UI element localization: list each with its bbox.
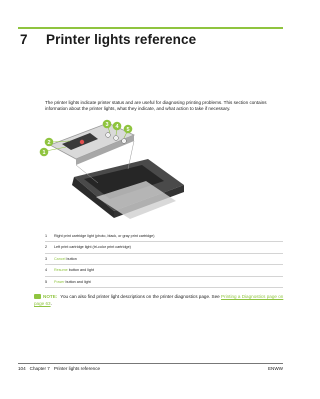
callout-1 [40,148,49,157]
callout-4 [113,122,122,131]
svg-text:3: 3 [105,122,109,128]
note-box: NOTE: You can also find printer light descriptions on the printer diagnostics page. See Printing a Diagnostics page on page 63. [34,294,284,306]
legend-number: 3 [45,253,54,265]
legend-row [45,276,283,288]
legend-text: Left print cartridge light (tri-color print cartridge) [54,242,283,254]
power-label: Power [54,279,65,284]
note-label: NOTE: [43,294,58,299]
intro-paragraph: The printer lights indicate printer status and are useful for diagnosing printing problems. This section contains information about the printer lights, what they indicate, and what action to take if necessary. [45,100,267,112]
legend-number: 2 [45,242,54,254]
legend-text: Power button and light [54,276,283,288]
chapter-title: Printer lights reference [46,32,197,47]
chapter-heading [20,32,196,47]
svg-text:5: 5 [126,127,130,133]
footer-left [18,366,104,371]
legend-text: Right print cartridge light (photo, black, or gray print cartridge) [54,230,283,242]
note-text: You can also find printer light descriptions on the printer diagnostics page. See [60,294,222,299]
printer-lights-illustration [36,115,186,220]
footer-rule [18,363,283,364]
callout-5 [124,125,133,134]
legend-row [45,253,283,265]
svg-text:2: 2 [47,140,51,146]
footer-chapter: Chapter 7 [29,366,50,371]
legend-text: Cancel button [54,253,283,265]
chapter-number: 7 [20,32,28,47]
legend-number: 1 [45,230,54,242]
callout-3 [103,120,112,129]
legend-table [45,230,283,288]
note-icon [34,294,41,299]
footer-title: Printer lights reference [53,366,101,371]
cancel-label: Cancel [54,256,66,261]
chapter-rule [18,27,283,29]
page-number: 104 [18,366,26,371]
resume-label: Resume [54,268,68,273]
legend-row [45,242,283,254]
callout-2 [45,138,54,147]
legend-number: 5 [45,276,54,288]
footer-locale: ENWW [267,366,283,371]
svg-text:4: 4 [115,124,119,130]
legend-text: Resume button and light [54,265,283,277]
legend-row [45,265,283,277]
diagnostics-page-link[interactable]: Printing a Diagnostics page on page 63 [34,294,284,306]
legend-number: 4 [45,265,54,277]
svg-text:1: 1 [42,150,46,156]
legend-row [45,230,283,242]
